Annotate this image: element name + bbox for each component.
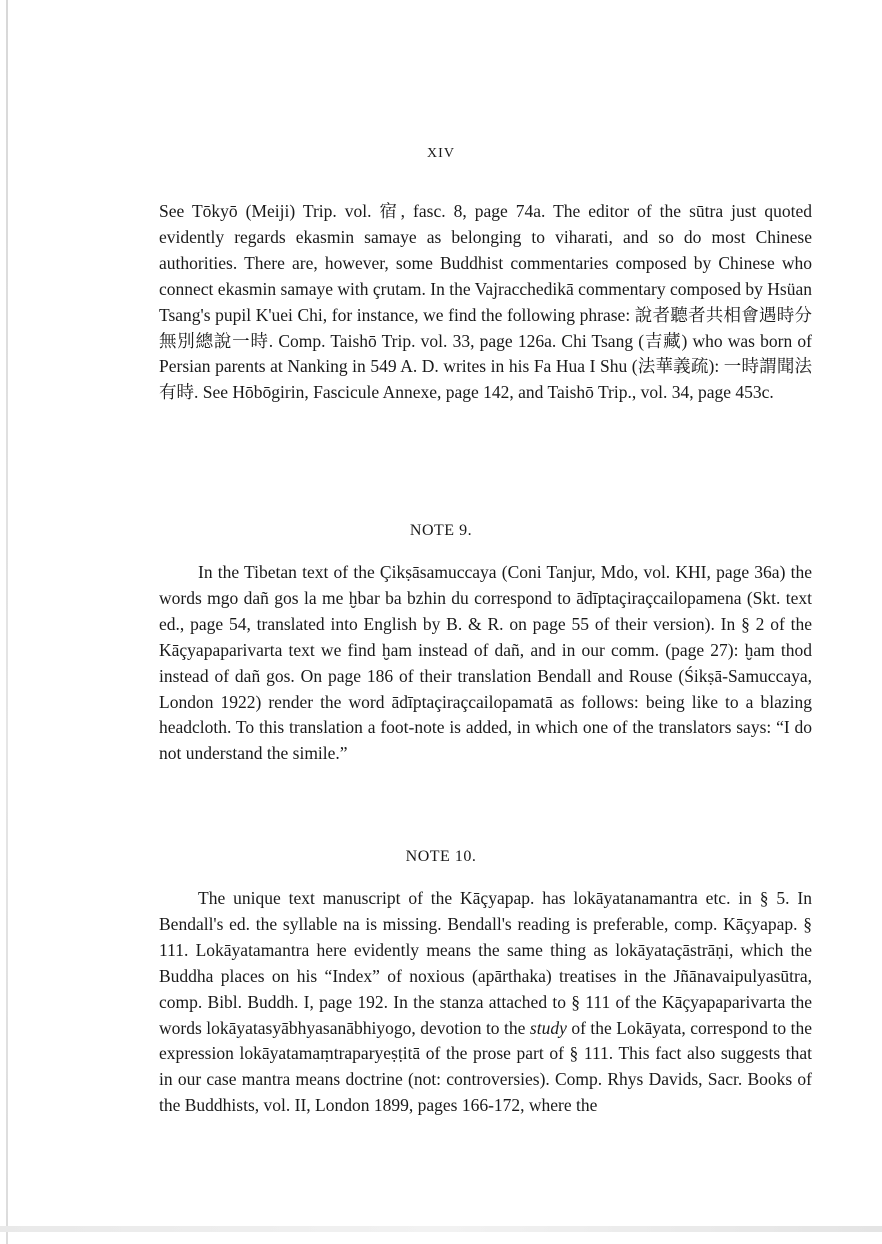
note-10-text-after: of the Lokāyata, correspond to the expression lokāyatamaṃtraparyeṣṭitā of the prose part of § 111. This fact also suggests that in our case mantra means doctrine (not: controversies). Comp. Rhys Davids, Sacr. Books of the Buddhists, vol. II, London 1899, pages 166-172, where the [159, 1017, 812, 1116]
paragraph-intro-text: See Tōkyō (Meiji) Trip. vol. 宿, fasc. 8, page 74a. The editor of the sūtra just quoted evidently regards ekasmin samaye as belonging to viharati, and so do most Chinese authorities. There are, however, some Buddhist commentaries composed by Chinese who connect ekasmin samaye with çrutam. In the Vajracchedikā commentary composed by Hsüan Tsang's pupil K'uei Chi, for instance, we find the following phrase: 說者聽者共相會遇時分無別總說一時. Comp. Taishō Trip. vol. 33, page 126a. Chi Tsang (吉藏) who was born of Persian parents at Nanking in 549 A. D. writes in his Fa Hua I Shu (法華義疏): 一時謂聞法有時. See Hōbōgirin, Fascicule Annexe, page 142, and Taishō Trip., vol. 34, page 453c. [159, 201, 812, 403]
note-9-paragraph [159, 560, 812, 767]
page-left-edge [6, 0, 8, 1244]
note-10-paragraph [159, 886, 812, 1119]
note-9-heading: NOTE 9. [409, 522, 473, 539]
page-bottom-edge [0, 1226, 882, 1232]
note-10-heading: NOTE 10. [405, 848, 477, 865]
note-9-text: In the Tibetan text of the Çikṣāsamuccaya (Coni Tanjur, Mdo, vol. KHI, page 36a) the words mgo dañ gos la me ḫbar ba bzhin du correspond to ādīptaçiraçcailopamena (Skt. text ed., page 54, translated into English by B. & R. on page 55 of their version). In § 2 of the Kāçyapaparivarta text we find ḫam instead of dañ, and in our comm. (page 27): ḫam thod instead of dañ gos. On page 186 of their translation Bendall and Rouse (Śikṣā-Samuccaya, London 1922) render the word ādīptaçiraçcailopamatā as follows: being like to a blazing headcloth. To this translation a foot-note is added, in which one of the translators says: “I do not understand the simile.” [159, 562, 812, 764]
note-10-emphasis: study [529, 1017, 567, 1038]
paragraph-intro [159, 199, 812, 406]
page-number: XIV [427, 146, 455, 161]
note-10-text-before: The unique text manuscript of the Kāçyapap. has lokāyatanamantra etc. in § 5. In Bendall's ed. the syllable na is missing. Bendall's reading is preferable, comp. Kāçyapap. § 111. Lokāyatamantra here evidently means the same thing as lokāyataçāstrāṇi, which the Buddha places on his “Index” of noxious (apārthaka) treatises in the Jñānavaipulyasūtra, comp. Bibl. Buddh. I, page 192. In the stanza attached to § 111 of the Kāçyapaparivarta the words lokāyatasyābhyasanābhiyogo, devotion to the [159, 888, 812, 1038]
note-10-text [159, 886, 812, 1119]
